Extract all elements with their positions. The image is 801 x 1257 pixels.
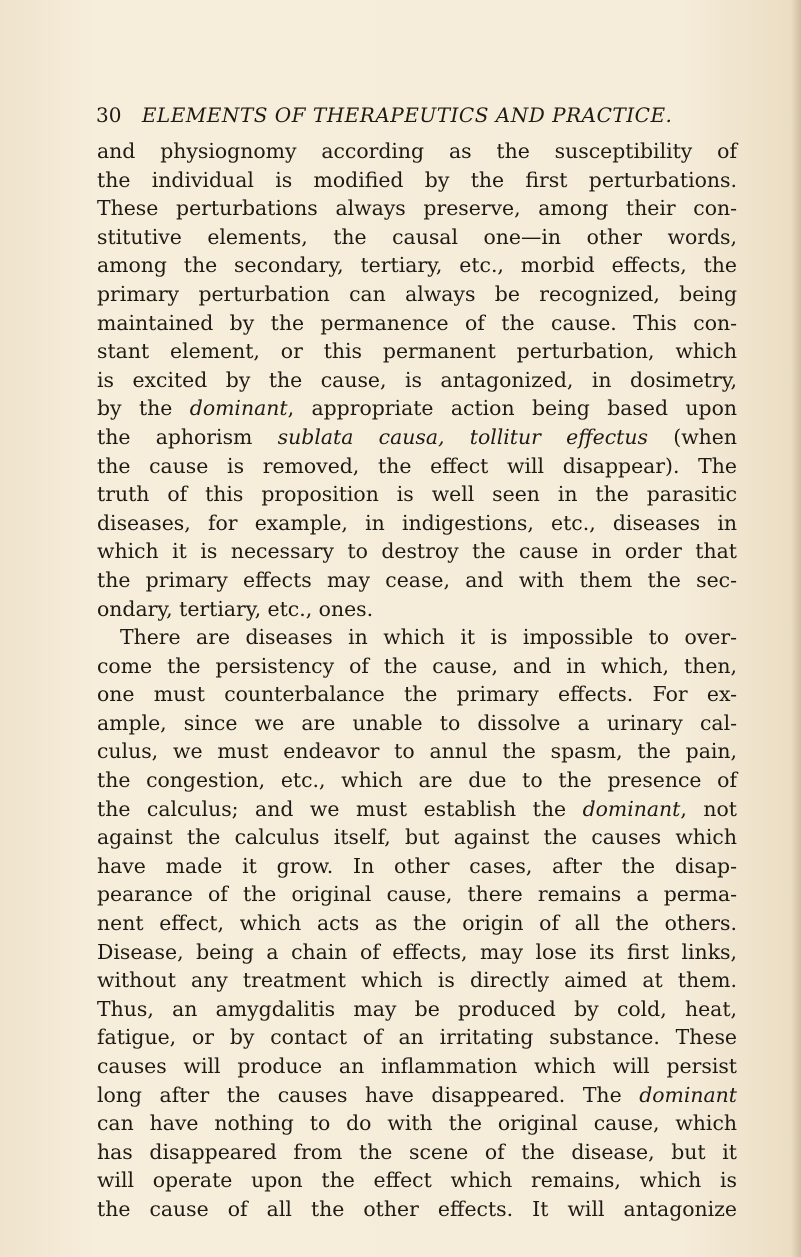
text-line: primary perturbation can always be recognized, being — [97, 281, 737, 306]
italic-aphorism: sublata causa, tollitur effectus — [277, 424, 648, 449]
running-head — [96, 100, 736, 130]
text-run: the calculus; and we must establish the — [97, 796, 583, 821]
text-line: pearance of the original cause, there remains a perma- — [97, 882, 737, 907]
italic-term: dominant — [582, 796, 681, 821]
text-line: against the calculus itself, but against the causes which — [97, 825, 737, 850]
text-run: , appropriate action being based upon — [287, 396, 737, 421]
text-line: Thus, an amygdalitis may be produced by cold, heat, — [97, 996, 737, 1021]
text-line-paragraph-start: There are diseases in which it is impossible to over- — [120, 625, 737, 650]
text-line: and physiognomy according as the susceptibility of — [97, 139, 737, 163]
text-line: is excited by the cause, is antagonized, in dosimetry, — [97, 367, 737, 392]
text-line: among the secondary, tertiary, etc., morbid effects, the — [97, 253, 737, 278]
text-line: stant element, or this permanent perturbation, which — [97, 339, 737, 364]
running-head-title: ELEMENTS OF THERAPEUTICS AND PRACTICE. — [141, 103, 673, 127]
text-run: by the — [97, 396, 190, 421]
text-line — [97, 1081, 737, 1110]
body-text — [97, 137, 737, 1224]
text-line: causes will produce an inflammation which will persist — [97, 1054, 737, 1078]
text-line: fatigue, or by contact of an irritating substance. These — [97, 1025, 737, 1050]
text-line: the congestion, etc., which are due to the presence of — [97, 768, 737, 793]
text-line: has disappeared from the scene of the disease, but it — [97, 1139, 737, 1164]
text-line: have made it grow. In other cases, after the disap- — [97, 853, 737, 878]
text-line: the primary effects may cease, and with them the sec- — [97, 567, 737, 592]
text-line: one must counterbalance the primary effects. For ex- — [97, 682, 737, 707]
text-line — [97, 394, 737, 423]
italic-term: dominant — [189, 396, 288, 421]
text-line: without any treatment which is directly aimed at them. — [97, 968, 737, 993]
text-line: the cause is removed, the effect will disappear). The — [97, 453, 737, 478]
text-line: which it is necessary to destroy the cause in order that — [97, 539, 737, 564]
text-line: stitutive elements, the causal one—in other words, — [97, 224, 737, 249]
text-run: long after the causes have disappeared. The — [97, 1082, 640, 1107]
text-line: the cause of all the other effects. It will antagonize — [97, 1196, 737, 1221]
text-line: truth of this proposition is well seen in the parasitic — [97, 482, 737, 507]
text-run: (when — [647, 424, 737, 449]
text-line: the individual is modified by the first perturbations. — [97, 167, 737, 192]
text-line: These perturbations always preserve, among their con- — [97, 196, 737, 221]
text-line: maintained by the permanence of the cause. This con- — [97, 310, 737, 335]
text-line: culus, we must endeavor to annul the spasm, the pain, — [97, 739, 737, 764]
text-line: come the persistency of the cause, and in which, then, — [97, 653, 737, 678]
text-line — [97, 423, 737, 452]
text-line — [97, 795, 737, 824]
italic-term: dominant — [639, 1082, 737, 1107]
page-number: 30 — [96, 103, 122, 127]
text-line: ample, since we are unable to dissolve a urinary cal- — [97, 710, 737, 735]
text-line: will operate upon the effect which remains, which is — [97, 1168, 737, 1193]
text-line: nent effect, which acts as the origin of all the others. — [97, 911, 737, 936]
text-line: can have nothing to do with the original cause, which — [97, 1111, 737, 1136]
text-run: , not — [680, 796, 737, 821]
text-line-paragraph-end: ondary, tertiary, etc., ones. — [97, 596, 374, 621]
text-line: Disease, being a chain of effects, may lose its first links, — [97, 939, 737, 964]
page-edge-shadow — [791, 0, 801, 1257]
text-line: diseases, for example, in indigestions, etc., diseases in — [97, 510, 737, 535]
text-run: the aphorism — [97, 424, 278, 449]
